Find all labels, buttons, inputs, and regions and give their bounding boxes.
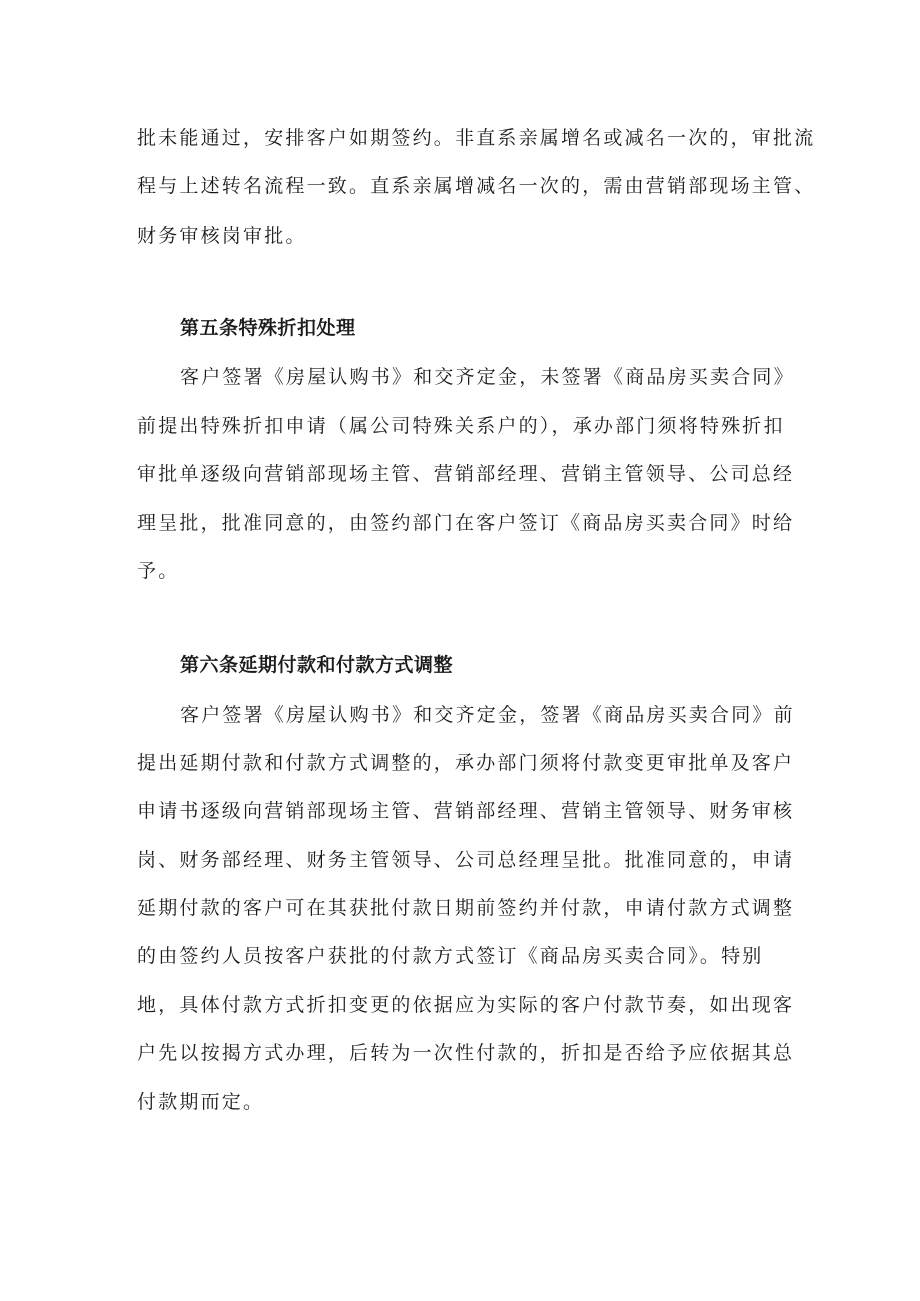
section-6-line-1: 客户签署《房屋认购书》和交齐定金，签署《商品房买卖合同》前 [180,704,795,726]
section-5-line-4: 理呈批，批准同意的，由签约部门在客户签订《商品房买卖合同》时给 [137,512,795,534]
section-6-line-2: 提出延期付款和付款方式调整的，承办部门须将付款变更审批单及客户 [137,752,795,774]
intro-line-3: 财务审核岗审批。 [137,225,307,247]
section-6-line-9: 付款期而定。 [137,1091,265,1113]
section-5-line-5: 予。 [137,560,180,582]
section-6-line-5: 延期付款的客户可在其获批付款日期前签约并付款，申请付款方式调整 [137,897,795,919]
section-6-line-7: 地，具体付款方式折扣变更的依据应为实际的客户付款节奏，如出现客 [137,994,795,1016]
section-5-line-3: 审批单逐级向营销部现场主管、营销部经理、营销主管领导、公司总经 [137,463,795,485]
intro-line-2: 程与上述转名流程一致。直系亲属增减名一次的，需由营销部现场主管、 [137,175,816,197]
section-6-line-3: 申请书逐级向营销部现场主管、营销部经理、营销主管领导、财务审核 [137,800,795,822]
section-5-line-2: 前提出特殊折扣申请（属公司特殊关系户的），承办部门须将特殊折扣 [137,415,785,437]
section-6-line-4: 岗、财务部经理、财务主管领导、公司总经理呈批。批准同意的，申请 [137,849,795,871]
section-5-line-1: 客户签署《房屋认购书》和交齐定金，未签署《商品房买卖合同》 [180,366,795,388]
section-5-title: 第五条特殊折扣处理 [180,317,356,339]
section-6-title: 第六条延期付款和付款方式调整 [180,654,454,676]
section-6-line-6: 的由签约人员按客户获批的付款方式签订《商品房买卖合同》。特别 [137,945,764,967]
section-6-line-8: 户先以按揭方式办理，后转为一次性付款的，折扣是否给予应依据其总 [137,1042,795,1064]
intro-line-1: 批未能通过，安排客户如期签约。非直系亲属增名或减名一次的，审批流 [137,127,816,149]
